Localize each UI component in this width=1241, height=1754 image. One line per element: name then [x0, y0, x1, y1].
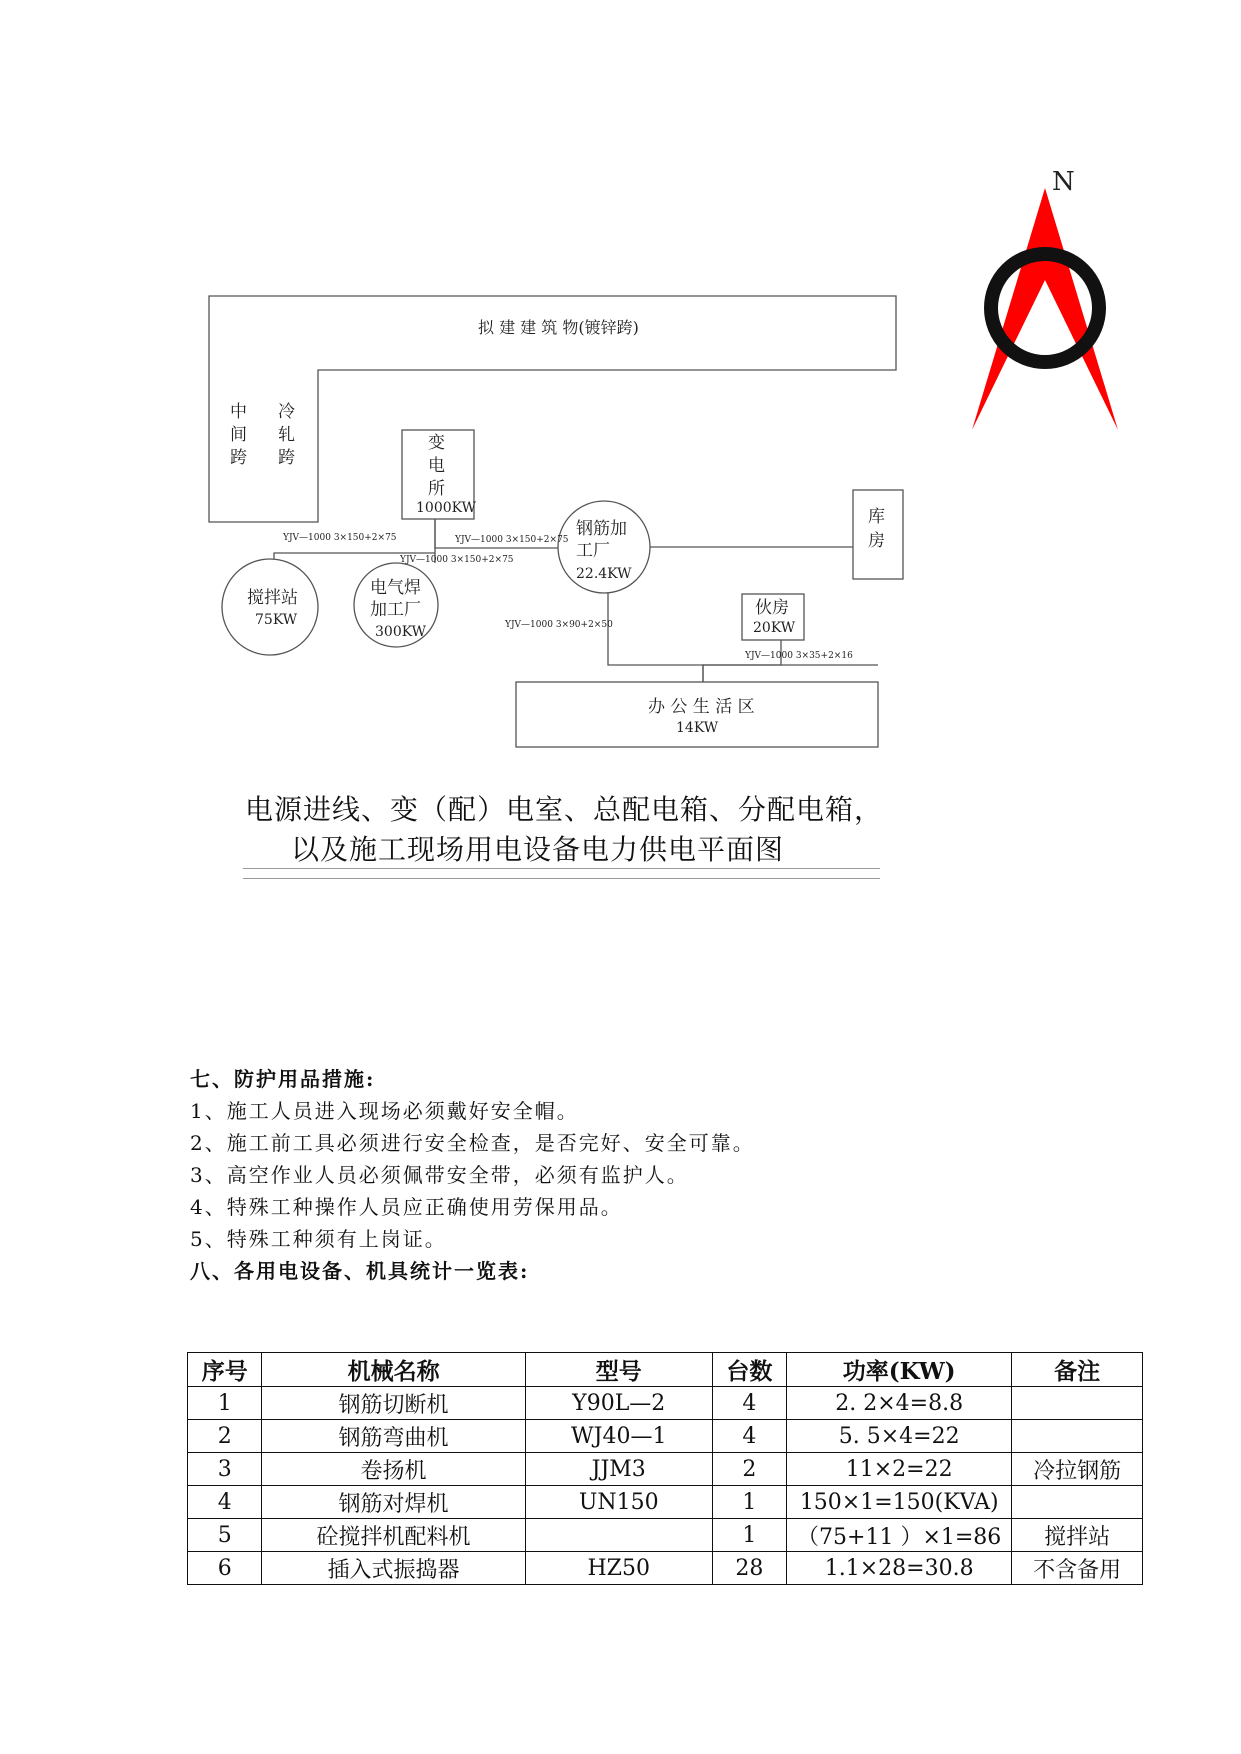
cell-name: 钢筋对焊机 [262, 1486, 525, 1519]
cell-power: 150×1=150(KVA) [787, 1486, 1012, 1519]
section7-item-5: 5、特殊工种须有上岗证。 [190, 1227, 447, 1251]
cell-count: 2 [712, 1453, 786, 1486]
equipment-table [187, 1352, 1143, 1585]
cable-label-5: YJV—1000 3×35+2×16 [745, 651, 853, 661]
cell-remark: 不含备用 [1012, 1552, 1143, 1585]
substation-1: 变 [428, 433, 445, 453]
cell-model: HZ50 [525, 1552, 712, 1585]
cell-remark [1012, 1387, 1143, 1420]
section7-item-4: 4、特殊工种操作人员应正确使用劳保用品。 [190, 1195, 623, 1219]
table-row [188, 1552, 1143, 1585]
cell-name: 钢筋切断机 [262, 1387, 525, 1420]
table-row [188, 1486, 1143, 1519]
office-power: 14KW [676, 720, 719, 736]
welding-shop-2: 加工厂 [370, 600, 421, 620]
cell-seq: 3 [188, 1453, 262, 1486]
welding-power: 300KW [375, 624, 427, 640]
cell-count: 1 [712, 1519, 786, 1552]
cold-span-2: 轧 [278, 425, 295, 445]
mixing-power: 75KW [255, 612, 298, 628]
cell-remark [1012, 1420, 1143, 1453]
warehouse-2: 房 [868, 531, 885, 551]
cell-name: 钢筋弯曲机 [262, 1420, 525, 1453]
header-model: 型号 [525, 1353, 712, 1387]
mixing-station-label: 搅拌站 [247, 588, 298, 608]
cell-name: 插入式振捣器 [262, 1552, 525, 1585]
cell-model: Y90L—2 [525, 1387, 712, 1420]
cell-seq: 1 [188, 1387, 262, 1420]
office-area-label: 办 公 生 活 区 [648, 697, 755, 717]
header-power: 功率(KW) [787, 1353, 1012, 1387]
cell-power: 1.1×28=30.8 [787, 1552, 1012, 1585]
rebar-power: 22.4KW [576, 566, 632, 582]
cell-model: UN150 [525, 1486, 712, 1519]
cold-span-1: 冷 [278, 402, 295, 422]
cell-model: JJM3 [525, 1453, 712, 1486]
header-name: 机械名称 [262, 1353, 525, 1387]
table-row [188, 1420, 1143, 1453]
section7-item-1: 1、施工人员进入现场必须戴好安全帽。 [190, 1099, 579, 1123]
cell-model [525, 1519, 712, 1552]
mid-span-3: 跨 [230, 448, 247, 468]
canteen-power: 20KW [753, 620, 796, 636]
cable-label-4: YJV—1000 3×90+2×50 [505, 620, 613, 630]
cell-name: 砼搅拌机配料机 [262, 1519, 525, 1552]
cell-count: 4 [712, 1387, 786, 1420]
section7-item-3: 3、高空作业人员必须佩带安全带，必须有监护人。 [190, 1163, 689, 1187]
cell-power: 2. 2×4=8.8 [787, 1387, 1012, 1420]
canteen-label: 伙房 [755, 598, 789, 618]
mid-span-2: 间 [230, 425, 247, 445]
cell-model: WJ40—1 [525, 1420, 712, 1453]
cell-seq: 4 [188, 1486, 262, 1519]
cell-power: （75+11 ）×1=86 [787, 1519, 1012, 1552]
cell-seq: 5 [188, 1519, 262, 1552]
cable-label-3: YJV—1000 3×150+2×75 [455, 535, 569, 545]
rebar-shop-1: 钢筋加 [576, 519, 627, 539]
table-row [188, 1519, 1143, 1552]
caption-line-1: 电源进线、变（配）电室、总配电箱、分配电箱， [245, 793, 884, 826]
cell-count: 28 [712, 1552, 786, 1585]
section8-heading: 八、各用电设备、机具统计一览表: [190, 1259, 530, 1283]
substation-3: 所 [428, 479, 445, 499]
section7-heading: 七、防护用品措施: [190, 1067, 376, 1091]
cell-remark: 冷拉钢筋 [1012, 1453, 1143, 1486]
mid-span-1: 中 [230, 402, 247, 422]
cell-seq: 2 [188, 1420, 262, 1453]
warehouse-1: 库 [868, 507, 885, 527]
cold-span-3: 跨 [278, 448, 295, 468]
header-count: 台数 [712, 1353, 786, 1387]
header-seq: 序号 [188, 1353, 262, 1387]
table-header-row [188, 1353, 1143, 1387]
building-title: 拟 建 建 筑 物(镀锌跨) [478, 318, 639, 337]
table-row [188, 1387, 1143, 1420]
cell-seq: 6 [188, 1552, 262, 1585]
power-supply-diagram [0, 0, 1241, 770]
cell-remark: 搅拌站 [1012, 1519, 1143, 1552]
substation-2: 电 [428, 456, 445, 476]
substation-power: 1000KW [416, 500, 476, 516]
table-row [188, 1453, 1143, 1486]
header-remark: 备注 [1012, 1353, 1143, 1387]
rebar-shop-2: 工厂 [576, 541, 610, 561]
cell-remark [1012, 1486, 1143, 1519]
cable-label-2: YJV—1000 3×150+2×75 [400, 555, 514, 565]
north-label: N [1052, 167, 1075, 197]
cell-power: 11×2=22 [787, 1453, 1012, 1486]
caption-rule [243, 868, 880, 869]
caption-rule-2 [243, 878, 880, 879]
cell-power: 5. 5×4=22 [787, 1420, 1012, 1453]
diagram-caption [245, 790, 905, 870]
cell-name: 卷扬机 [262, 1453, 525, 1486]
section7-item-2: 2、施工前工具必须进行安全检查，是否完好、安全可靠。 [190, 1131, 755, 1155]
cell-count: 1 [712, 1486, 786, 1519]
cell-count: 4 [712, 1420, 786, 1453]
caption-line-2: 以及施工现场用电设备电力供电平面图 [291, 833, 785, 866]
cable-label-1: YJV—1000 3×150+2×75 [283, 533, 397, 543]
welding-shop-1: 电气焊 [370, 578, 421, 598]
